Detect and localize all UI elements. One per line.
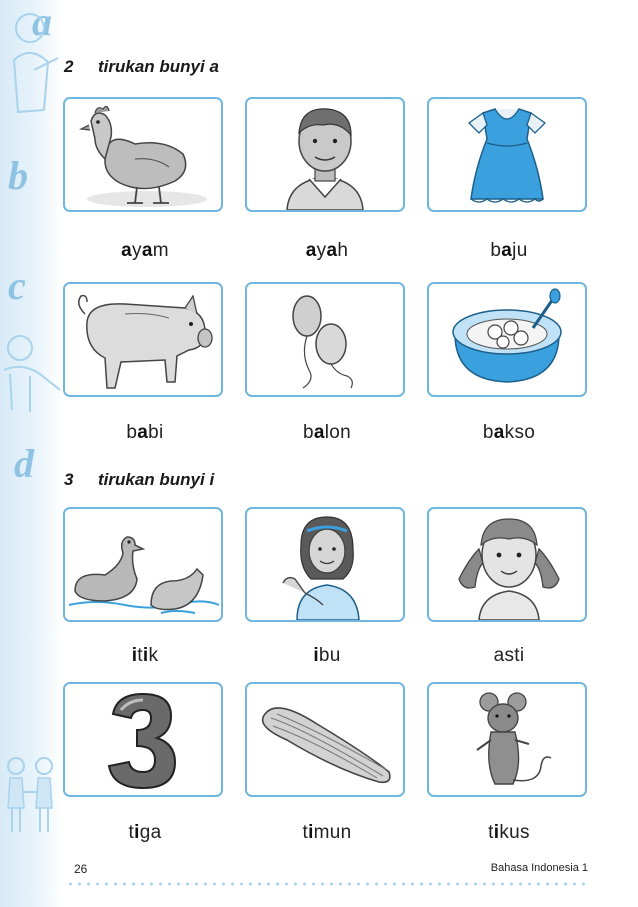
picture-card-mother	[245, 507, 405, 622]
picture-card-balloons	[245, 282, 405, 397]
picture-card-dress	[427, 97, 587, 212]
sidebar-letter-d: d	[14, 441, 34, 486]
book-title: Bahasa Indonesia 1	[490, 862, 588, 874]
word-label: ibu	[313, 645, 341, 666]
cucumber-icon	[247, 684, 403, 795]
meatball-bowl-icon	[429, 284, 585, 395]
picture-card-pig	[63, 282, 223, 397]
picture-card-three	[63, 682, 223, 797]
word-label: baju	[490, 240, 528, 261]
picture-card-chicken	[63, 97, 223, 212]
sidebar-decoration	[0, 0, 62, 907]
girl-icon	[429, 509, 585, 620]
page-number: 26	[74, 862, 88, 876]
section-number: 2	[64, 57, 74, 76]
word-label: timun	[302, 822, 352, 843]
word-label: bakso	[482, 422, 536, 443]
pig-icon	[65, 284, 221, 395]
picture-card-boy	[245, 97, 405, 212]
mother-icon	[247, 509, 403, 620]
word-label: tiga	[128, 822, 162, 843]
picture-card-girl	[427, 507, 587, 622]
picture-card-ducks	[63, 507, 223, 622]
section-heading: tirukan bunyi i	[98, 470, 215, 489]
sidebar-letter-c: c	[8, 263, 26, 308]
chicken-icon	[65, 99, 221, 210]
dress-icon	[429, 99, 585, 210]
ducks-icon	[65, 509, 221, 620]
sidebar-letter-b: b	[8, 153, 28, 198]
word-label: tikus	[488, 822, 530, 843]
children-holding-hands-icon	[0, 752, 62, 842]
number-three-icon	[65, 684, 221, 795]
word-label: balon	[302, 422, 351, 443]
picture-card-bakso	[427, 282, 587, 397]
section-number: 3	[64, 470, 74, 489]
word-label: asti	[493, 645, 525, 666]
boy-sketch-icon	[0, 330, 62, 420]
balloons-icon	[247, 284, 403, 395]
child-sketch-icon	[0, 0, 62, 140]
word-label: babi	[126, 422, 164, 443]
section-title-a	[64, 57, 219, 77]
sidebar-letter-a: a	[32, 0, 52, 44]
word-label: itik	[131, 645, 159, 666]
mouse-icon	[429, 684, 585, 795]
section-title-i	[64, 470, 214, 490]
boy-icon	[247, 99, 403, 210]
dotted-divider	[66, 882, 586, 886]
picture-card-cucumber	[245, 682, 405, 797]
word-label: ayah	[305, 240, 349, 261]
word-label: ayam	[121, 240, 169, 261]
picture-card-mouse	[427, 682, 587, 797]
section-heading: tirukan bunyi a	[98, 57, 219, 76]
